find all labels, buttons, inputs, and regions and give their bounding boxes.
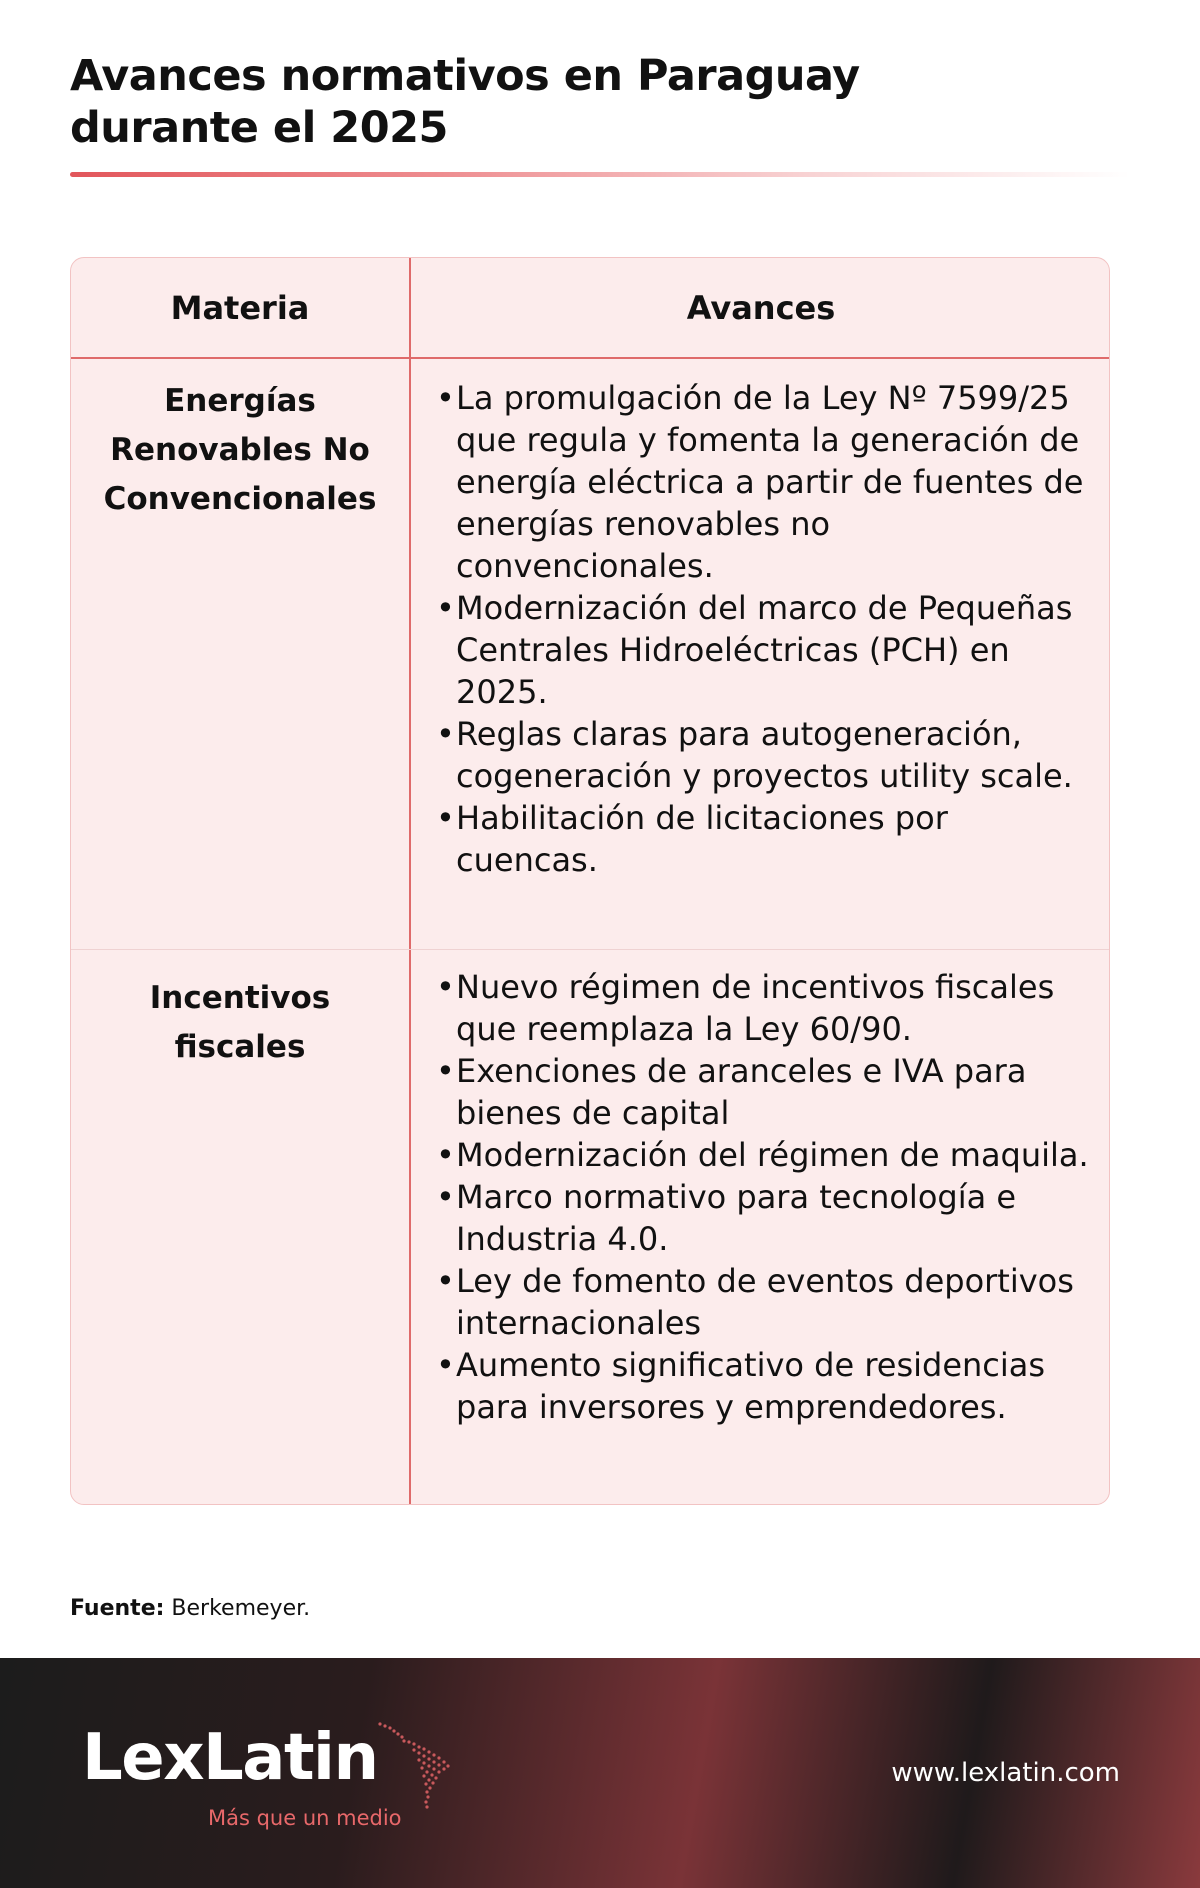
avance-item: • Ley de fomento de eventos deportivos internacionales xyxy=(436,1260,1096,1344)
advances-table xyxy=(70,257,1110,1505)
avance-item: • Reglas claras para autogeneración, cogeneración y proyectos utility scale. xyxy=(436,713,1096,797)
avance-item: • Modernización del marco de Pequeñas Centrales Hidroeléctricas (PCH) en 2025. xyxy=(436,587,1096,713)
materia-cell: Energías Renovables No Convencionales xyxy=(103,383,377,517)
table-row xyxy=(71,359,1109,950)
avance-item: • Aumento significativo de residencias para inversores y emprendedores. xyxy=(436,1344,1096,1428)
avances-cell xyxy=(436,377,1096,881)
footer-banner xyxy=(0,1658,1200,1888)
latin-america-map-icon xyxy=(374,1720,454,1812)
avances-cell xyxy=(436,966,1096,1428)
column-header-avances: Avances xyxy=(686,288,836,327)
logo-wordmark: LexLatin xyxy=(82,1721,378,1795)
title-underline xyxy=(70,172,1130,177)
source-label: Fuente: xyxy=(70,1596,165,1621)
page-title-line-2: durante el 2025 xyxy=(70,103,448,153)
logo-tagline: Más que un medio xyxy=(208,1806,402,1830)
avance-item: • Habilitación de licitaciones por cuencas. xyxy=(436,797,1096,881)
materia-cell: Incentivos fiscales xyxy=(149,980,331,1065)
page-title-line-1: Avances normativos en Paraguay xyxy=(70,51,860,101)
avance-item: • Modernización del régimen de maquila. xyxy=(436,1134,1096,1176)
title-block xyxy=(70,50,1130,154)
avance-item: • Nuevo régimen de incentivos fiscales que reemplaza la Ley 60/90. xyxy=(436,966,1096,1050)
website-link[interactable]: www.lexlatin.com xyxy=(891,1758,1120,1788)
source-value: Berkemeyer. xyxy=(171,1596,311,1621)
column-header-materia: Materia xyxy=(170,288,310,327)
lexlatin-logo[interactable] xyxy=(82,1720,472,1840)
avance-item: • Exenciones de aranceles e IVA para bienes de capital xyxy=(436,1050,1096,1134)
page-title xyxy=(70,50,1130,154)
avances-list xyxy=(436,966,1096,1428)
table-row xyxy=(71,950,1109,1505)
table-header-row xyxy=(71,258,1109,359)
avance-item: • La promulgación de la Ley Nº 7599/25 que regula y fomenta la generación de energía eléctrica a partir de fuentes de energías renovables no convencionales. xyxy=(436,377,1096,587)
avances-list xyxy=(436,377,1096,881)
source-note xyxy=(70,1596,310,1621)
avance-item: • Marco normativo para tecnología e Industria 4.0. xyxy=(436,1176,1096,1260)
